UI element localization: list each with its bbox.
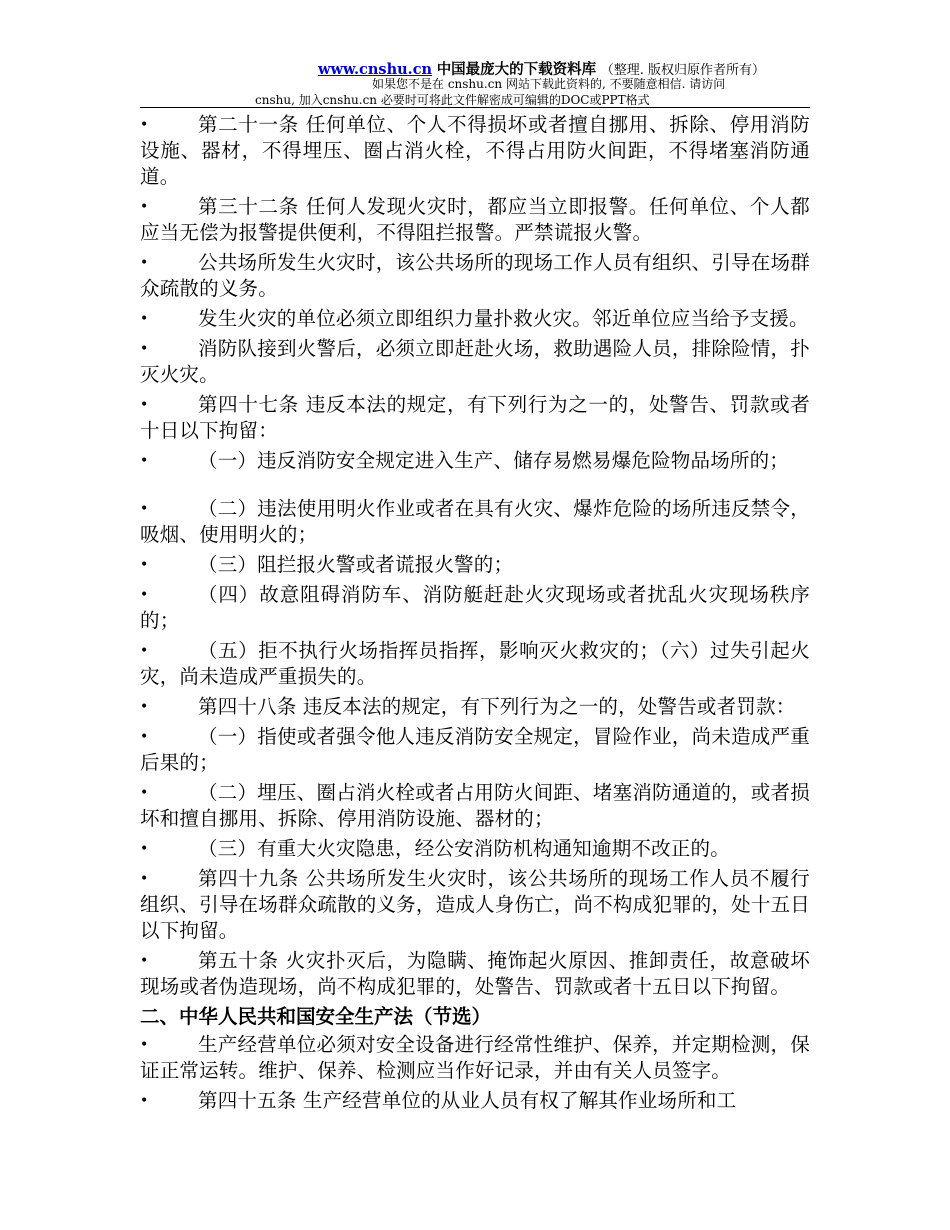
- bullet-icon: •: [140, 953, 149, 969]
- paragraph: [140, 306, 810, 332]
- bullet-icon: •: [140, 453, 149, 469]
- bullet-icon: •: [140, 199, 149, 215]
- bullet-icon: •: [140, 397, 149, 413]
- paragraph: [140, 1088, 810, 1114]
- bullet-icon: •: [140, 729, 149, 745]
- bullet-icon: •: [140, 501, 149, 517]
- paragraph-text: （一）指使或者强令他人违反消防安全规定，冒险作业，尚未造成严重后果的；: [140, 725, 810, 774]
- header-title: 中国最庞大的下载资料库: [436, 61, 597, 78]
- paragraph: [140, 194, 810, 246]
- paragraph-text: 发生火灾的单位必须立即组织力量扑救火灾。邻近单位应当给予支援。: [198, 307, 809, 330]
- paragraph: [140, 694, 810, 720]
- paragraph: [140, 582, 810, 634]
- paragraph-text: （二）违法使用明火作业或者在具有火灾、爆炸危险的场所违反禁令，吸烟、使用明火的；: [140, 497, 810, 546]
- bullet-icon: •: [140, 587, 149, 603]
- paragraph: [140, 1032, 810, 1084]
- paragraph-text: （一）违反消防安全规定进入生产、储存易燃易爆危险物品场所的；: [198, 449, 790, 472]
- bullet-icon: •: [140, 1093, 149, 1109]
- paragraph-text: 第四十九条 公共场所发生火灾时，该公共场所的现场工作人员不履行组织、引导在场群众疏散的义务，造成人身伤亡，尚不构成犯罪的，处十五日以下拘留。: [140, 867, 810, 942]
- bullet-icon: •: [140, 1037, 149, 1053]
- paragraph: [140, 112, 810, 190]
- paragraph-text: （二）埋压、圈占消火栓或者占用防火间距、堵塞消防通道的，或者损坏和擅自挪用、拆除、停用消防设施、器材的；: [140, 781, 810, 830]
- paragraph: [140, 250, 810, 302]
- bullet-icon: •: [140, 785, 149, 801]
- bullet-icon: •: [140, 699, 149, 715]
- paragraph-text: 消防队接到火警后，必须立即赶赴火场，救助遇险人员，排除险情，扑灭火灾。: [140, 337, 810, 386]
- paragraph: [140, 866, 810, 944]
- paragraph-text: 第五十条 火灾扑灭后，为隐瞒、掩饰起火原因、推卸责任，故意破坏现场或者伪造现场，尚不构成犯罪的，处警告、罚款或者十五日以下拘留。: [140, 949, 810, 998]
- paragraph-text: 公共场所发生火灾时，该公共场所的现场工作人员有组织、引导在场群众疏散的义务。: [140, 251, 810, 300]
- header-line-2: 如果您不是在 cnshu.cn 网站下载此资料的, 不要随意相信. 请访问: [372, 77, 726, 91]
- paragraph: [140, 448, 810, 474]
- paragraph-text: 第四十七条 违反本法的规定，有下列行为之一的，处警告、罚款或者十日以下拘留：: [140, 393, 810, 442]
- paragraph: [140, 836, 810, 862]
- bullet-icon: •: [140, 643, 149, 659]
- bullet-icon: •: [140, 311, 149, 327]
- paragraph: [140, 336, 810, 388]
- header-divider: [140, 107, 810, 108]
- paragraph: [140, 638, 810, 690]
- site-link[interactable]: www.cnshu.cn: [318, 61, 433, 78]
- bullet-icon: •: [140, 871, 149, 887]
- paragraph-text: （三）阻拦报火警或者谎报火警的；: [198, 553, 514, 576]
- paragraph: [140, 948, 810, 1000]
- paragraph: [140, 724, 810, 776]
- paragraph: [140, 552, 810, 578]
- paragraph-text: 第四十八条 违反本法的规定，有下列行为之一的，处警告或者罚款：: [198, 695, 796, 718]
- paragraph-text: 生产经营单位必须对安全设备进行经常性维护、保养，并定期检测，保证正常运转。维护、保养、检测应当作好记录，并由有关人员签字。: [140, 1033, 810, 1082]
- paragraph-text: 第四十五条 生产经营单位的从业人员有权了解其作业场所和工: [198, 1089, 737, 1112]
- paragraph: [140, 496, 810, 548]
- bullet-icon: •: [140, 557, 149, 573]
- paragraph-text: 第二十一条 任何单位、个人不得损坏或者擅自挪用、拆除、停用消防设施、器材，不得埋压、圈占消火栓，不得占用防火间距，不得堵塞消防通道。: [140, 113, 810, 188]
- header-line-3: cnshu, 加入cnshu.cn 必要时可将此文件解密成可编辑的DOC或PPT格式: [255, 93, 650, 107]
- section-heading: 二、中华人民共和国安全生产法（节选）: [140, 1005, 492, 1028]
- header-subtitle: （整理. 版权归原作者所有）: [600, 63, 766, 78]
- bullet-icon: •: [140, 117, 149, 133]
- paragraph-text: （三）有重大火灾隐患，经公安消防机构通知逾期不改正的。: [198, 837, 730, 860]
- paragraph: [140, 392, 810, 444]
- bullet-icon: •: [140, 341, 149, 357]
- bullet-icon: •: [140, 255, 149, 271]
- paragraph-text: （五）拒不执行火场指挥员指挥，影响灭火救灾的；（六）过失引起火灾，尚未造成严重损失的。: [140, 639, 810, 688]
- document-body: [140, 112, 810, 1118]
- paragraph-text: （四）故意阻碍消防车、消防艇赶赴火灾现场或者扰乱火灾现场秩序的；: [140, 583, 810, 632]
- paragraph: [140, 780, 810, 832]
- bullet-icon: •: [140, 841, 149, 857]
- blank-line: [140, 478, 810, 496]
- paragraph-text: 第三十二条 任何人发现火灾时，都应当立即报警。任何单位、个人都应当无偿为报警提供便利，不得阻拦报警。严禁谎报火警。: [140, 195, 810, 244]
